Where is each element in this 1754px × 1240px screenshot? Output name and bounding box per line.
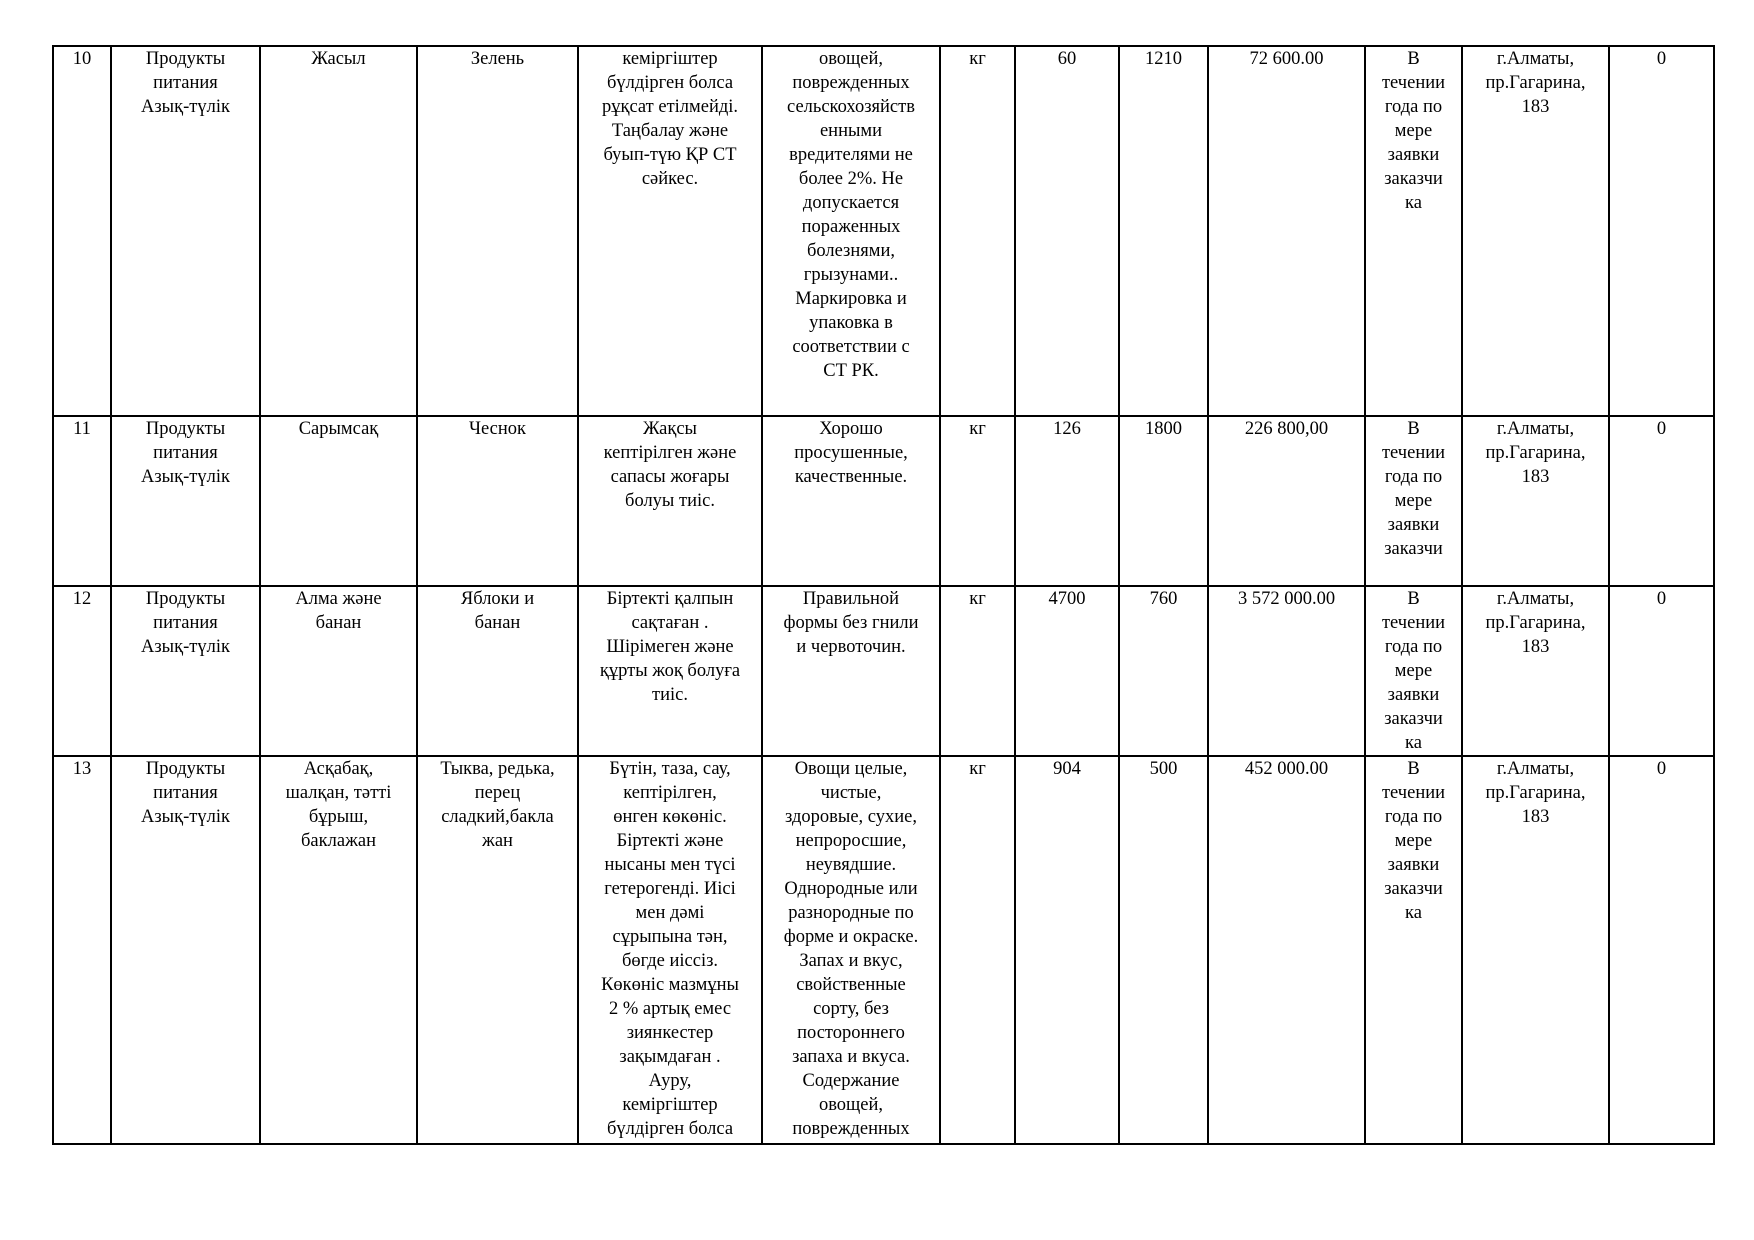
cell-text-line: бүлдірген болса: [606, 1119, 734, 1139]
cell-text-line: кептірілген,: [623, 783, 717, 803]
cell-unit: [940, 416, 1015, 586]
cell-text-line: более 2%. Не: [798, 169, 904, 189]
cell-text-line: Азық-түлік: [141, 97, 230, 117]
cell-description-kz: [578, 416, 762, 586]
cell-text-line: питания: [153, 443, 218, 463]
cell-number: [53, 586, 111, 756]
cell-text-line: зиянкестер: [626, 1023, 714, 1043]
cell-description-ru: [762, 416, 940, 586]
cell-text-line: В: [1407, 49, 1420, 69]
cell-description-ru: [762, 756, 940, 1144]
cell-text-line: года по: [1384, 97, 1443, 117]
cell-quantity: [1015, 756, 1119, 1144]
cell-text-line: сәйкес.: [641, 169, 699, 189]
cell-text: 0: [1656, 49, 1667, 69]
cell-text: 1800: [1145, 419, 1182, 439]
cell-text: 0: [1656, 759, 1667, 779]
cell-text-line: банан: [474, 613, 521, 633]
cell-text-line: допускается: [802, 193, 900, 213]
cell-text-line: Тыква, редька,: [440, 759, 555, 779]
cell-text-line: ка: [1405, 733, 1422, 753]
cell-text: 4700: [1048, 589, 1086, 609]
cell-text-line: поврежденных: [792, 1119, 910, 1139]
cell-text-line: перец: [474, 783, 521, 803]
cell-text-line: упаковка в: [809, 313, 893, 333]
cell-description-ru: [762, 586, 940, 756]
cell-quantity: [1015, 416, 1119, 586]
cell-text-line: бүлдірген болса: [606, 73, 734, 93]
cell-text-line: рұқсат етілмейді.: [601, 97, 739, 117]
cell-number: [53, 416, 111, 586]
cell-text: 500: [1149, 759, 1178, 779]
cell-price: [1119, 46, 1208, 416]
cell-text-line: Көкөніс мазмұны: [601, 975, 739, 995]
cell-text-line: сорту, без: [813, 999, 889, 1019]
cell-text-line: В: [1407, 419, 1420, 439]
cell-text-line: мере: [1394, 661, 1433, 681]
table-row: [53, 46, 1714, 416]
cell-text-line: Бүтін, таза, сау,: [609, 759, 731, 779]
cell-text-line: болезнями,: [806, 241, 896, 261]
cell-text-line: Шірімеген және: [606, 637, 734, 657]
cell-name-ru: [417, 46, 578, 416]
cell-text-line: ка: [1405, 903, 1422, 923]
cell-unit: [940, 586, 1015, 756]
cell-unit: [940, 46, 1015, 416]
cell-description-kz: [578, 586, 762, 756]
cell-text-line: сұрыпына тән,: [612, 927, 728, 947]
cell-text-line: Сарымсақ: [298, 419, 379, 439]
cell-delivery-term: [1365, 586, 1462, 756]
cell-text-line: года по: [1384, 637, 1443, 657]
cell-text-line: тиіс.: [652, 685, 688, 705]
cell-text-line: Азық-түлік: [141, 467, 230, 487]
cell-text-line: мере: [1394, 121, 1433, 141]
cell-sum: [1208, 416, 1365, 586]
cell-text-line: формы без гнили: [783, 613, 919, 633]
cell-text-line: просушенные,: [794, 443, 908, 463]
cell-delivery-place: [1462, 756, 1609, 1144]
cell-text-line: Зелень: [470, 49, 525, 69]
cell-name-kz: [260, 46, 417, 416]
cell-text-line: здоровые, сухие,: [785, 807, 917, 827]
cell-text-line: заказчи: [1384, 709, 1443, 729]
cell-text-line: Запах и вкус,: [799, 951, 903, 971]
table-row: [53, 756, 1714, 1144]
cell-text-line: Алма және: [295, 589, 382, 609]
cell-name-ru: [417, 756, 578, 1144]
cell-text-line: сапасы жоғары: [610, 467, 730, 487]
cell-text-line: качественные.: [794, 467, 908, 487]
cell-text-line: г.Алматы,: [1496, 759, 1575, 779]
cell-text-line: грызунами..: [803, 265, 899, 285]
cell-text-line: года по: [1384, 807, 1443, 827]
cell-text-line: заказчи: [1384, 169, 1443, 189]
cell-text-line: 183: [1521, 637, 1550, 657]
cell-text-line: 183: [1521, 467, 1550, 487]
cell-delivery-place: [1462, 46, 1609, 416]
cell-name-kz: [260, 586, 417, 756]
cell-sum: [1208, 586, 1365, 756]
cell-text-line: года по: [1384, 467, 1443, 487]
cell-delivery-place: [1462, 586, 1609, 756]
cell-text-line: бұрыш,: [308, 807, 369, 827]
cell-text-line: Таңбалау және: [611, 121, 729, 141]
cell-description-kz: [578, 46, 762, 416]
cell-text-line: заказчи: [1384, 539, 1443, 559]
cell-text-line: постороннего: [797, 1023, 905, 1043]
cell-text-line: течении: [1381, 783, 1446, 803]
cell-text-line: ка: [1405, 193, 1422, 213]
cell-text-line: жан: [482, 831, 513, 851]
cell-text: 904: [1053, 759, 1081, 779]
cell-advance: [1609, 416, 1714, 586]
cell-text-line: Жасыл: [311, 49, 366, 69]
cell-delivery-place: [1462, 416, 1609, 586]
cell-category: [111, 416, 260, 586]
cell-text: 452 000.00: [1244, 759, 1329, 779]
cell-text-line: непроросшие,: [795, 831, 907, 851]
cell-text-line: Хорошо: [819, 419, 883, 439]
cell-text: кг: [969, 589, 986, 609]
cell-text-line: болуы тиіс.: [625, 491, 715, 511]
cell-text-line: гетерогенді. Иісі: [604, 879, 736, 899]
cell-text: 13: [72, 759, 92, 779]
cell-text-line: течении: [1381, 613, 1446, 633]
cell-text-line: Азық-түлік: [141, 637, 230, 657]
cell-delivery-term: [1365, 756, 1462, 1144]
cell-text: кг: [969, 759, 986, 779]
cell-name-ru: [417, 586, 578, 756]
cell-text-line: форме и окраске.: [783, 927, 919, 947]
cell-text-line: бөгде иіссіз.: [621, 951, 719, 971]
cell-text-line: питания: [153, 73, 218, 93]
cell-category: [111, 756, 260, 1144]
cell-text: 60: [1057, 49, 1077, 69]
cell-text-line: 183: [1521, 97, 1550, 117]
cell-text-line: течении: [1381, 443, 1446, 463]
cell-text: 0: [1656, 419, 1667, 439]
cell-text-line: запаха и вкуса.: [792, 1047, 910, 1067]
procurement-table: [52, 45, 1715, 1145]
cell-text-line: Чеснок: [468, 419, 527, 439]
cell-category: [111, 46, 260, 416]
cell-text: 760: [1149, 589, 1178, 609]
cell-text-line: свойственные: [796, 975, 906, 995]
cell-text-line: заказчи: [1384, 879, 1443, 899]
cell-text: кг: [969, 419, 986, 439]
cell-text-line: питания: [153, 613, 218, 633]
cell-text-line: Продукты: [145, 589, 226, 609]
cell-text-line: пр.Гагарина,: [1485, 73, 1586, 93]
cell-text: 0: [1656, 589, 1667, 609]
cell-text-line: пораженных: [801, 217, 901, 237]
cell-text-line: нысаны мен түсі: [604, 855, 736, 875]
cell-advance: [1609, 46, 1714, 416]
cell-text-line: Ауру,: [648, 1071, 692, 1091]
cell-text: 1210: [1145, 49, 1182, 69]
cell-text-line: енными: [819, 121, 883, 141]
cell-text-line: буып-түю ҚР СТ: [603, 145, 737, 165]
cell-quantity: [1015, 46, 1119, 416]
cell-text-line: кеміргіштер: [622, 1095, 718, 1115]
cell-advance: [1609, 756, 1714, 1144]
cell-text-line: Однородные или: [784, 879, 918, 899]
cell-text-line: кептірілген және: [603, 443, 737, 463]
cell-text: 11: [73, 419, 91, 439]
cell-text-line: баклажан: [301, 831, 376, 851]
cell-text-line: г.Алматы,: [1496, 589, 1575, 609]
table-row: [53, 416, 1714, 586]
cell-delivery-term: [1365, 416, 1462, 586]
cell-text-line: овощей,: [818, 49, 884, 69]
cell-text-line: 183: [1521, 807, 1550, 827]
cell-text-line: заявки: [1387, 855, 1440, 875]
cell-text-line: чистые,: [820, 783, 882, 803]
cell-unit: [940, 756, 1015, 1144]
cell-text-line: мен дәмі: [635, 903, 705, 923]
cell-number: [53, 46, 111, 416]
cell-text-line: заявки: [1387, 515, 1440, 535]
cell-text-line: Азық-түлік: [141, 807, 230, 827]
cell-sum: [1208, 46, 1365, 416]
cell-text-line: СТ РК.: [823, 361, 879, 381]
cell-text-line: течении: [1381, 73, 1446, 93]
cell-text-line: Біртекті және: [616, 831, 724, 851]
cell-text-line: пр.Гагарина,: [1485, 613, 1586, 633]
cell-text-line: разнородные по: [788, 903, 914, 923]
cell-text-line: құрты жоқ болуға: [599, 661, 741, 681]
cell-text-line: шалқан, тәтті: [285, 783, 392, 803]
cell-text-line: соответствии с: [792, 337, 910, 357]
cell-text-line: поврежденных: [792, 73, 910, 93]
cell-price: [1119, 416, 1208, 586]
cell-text-line: сельскохозяйств: [787, 97, 915, 117]
cell-text: 3 572 000.00: [1237, 589, 1336, 609]
cell-name-ru: [417, 416, 578, 586]
table-row: [53, 586, 1714, 756]
cell-text-line: Яблоки и: [460, 589, 535, 609]
cell-text-line: В: [1407, 759, 1420, 779]
cell-text-line: Біртекті қалпын: [606, 589, 734, 609]
cell-text-line: банан: [315, 613, 362, 633]
cell-text-line: Продукты: [145, 759, 226, 779]
cell-text-line: заявки: [1387, 685, 1440, 705]
cell-text-line: заявки: [1387, 145, 1440, 165]
cell-sum: [1208, 756, 1365, 1144]
cell-delivery-term: [1365, 46, 1462, 416]
cell-text-line: мере: [1394, 491, 1433, 511]
cell-text-line: өнген көкөніс.: [613, 807, 727, 827]
cell-text-line: Содержание: [802, 1071, 900, 1091]
cell-text-line: сладкий,бакла: [441, 807, 554, 827]
cell-text-line: кеміргіштер: [622, 49, 718, 69]
cell-text: 126: [1053, 419, 1081, 439]
cell-quantity: [1015, 586, 1119, 756]
cell-description-kz: [578, 756, 762, 1144]
cell-text-line: овощей,: [818, 1095, 884, 1115]
cell-price: [1119, 586, 1208, 756]
cell-text-line: г.Алматы,: [1496, 49, 1575, 69]
cell-name-kz: [260, 756, 417, 1144]
cell-text-line: неувядшие.: [805, 855, 897, 875]
cell-text: кг: [969, 49, 986, 69]
cell-text-line: сақтаған .: [631, 613, 709, 633]
cell-text-line: Овощи целые,: [794, 759, 908, 779]
cell-text-line: г.Алматы,: [1496, 419, 1575, 439]
cell-text-line: питания: [153, 783, 218, 803]
cell-text: 10: [72, 49, 92, 69]
cell-description-ru: [762, 46, 940, 416]
cell-text: 226 800,00: [1244, 419, 1329, 439]
cell-name-kz: [260, 416, 417, 586]
cell-advance: [1609, 586, 1714, 756]
cell-text-line: Асқабақ,: [303, 759, 374, 779]
cell-text-line: 2 % артық емес: [608, 999, 732, 1019]
cell-text-line: пр.Гагарина,: [1485, 443, 1586, 463]
cell-text-line: Продукты: [145, 419, 226, 439]
cell-number: [53, 756, 111, 1144]
cell-text-line: пр.Гагарина,: [1485, 783, 1586, 803]
cell-text-line: Правильной: [802, 589, 900, 609]
cell-text-line: В: [1407, 589, 1420, 609]
cell-text-line: вредителями не: [789, 145, 913, 165]
cell-category: [111, 586, 260, 756]
cell-text-line: и червоточин.: [796, 637, 906, 657]
cell-text-line: Маркировка и: [795, 289, 907, 309]
cell-price: [1119, 756, 1208, 1144]
cell-text: 12: [72, 589, 92, 609]
cell-text-line: Жақсы: [643, 419, 697, 439]
cell-text-line: зақымдаған .: [619, 1047, 721, 1067]
cell-text: 72 600.00: [1249, 49, 1324, 69]
cell-text-line: мере: [1394, 831, 1433, 851]
cell-text-line: Продукты: [145, 49, 226, 69]
